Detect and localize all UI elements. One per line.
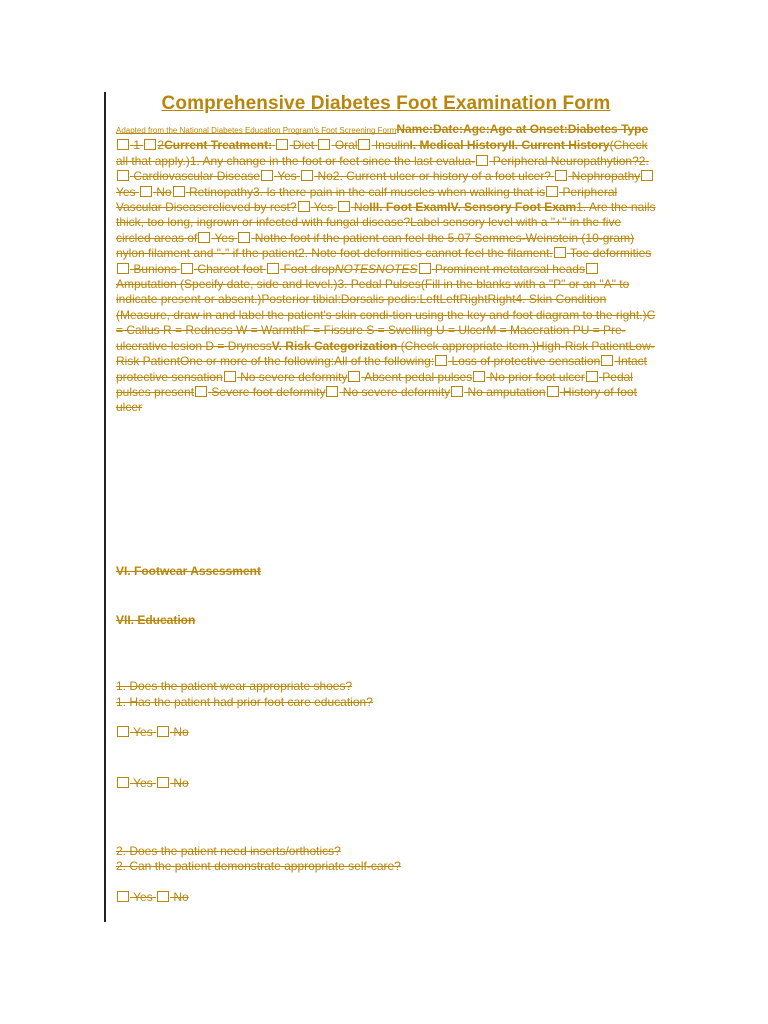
checkbox-pvd[interactable] (546, 186, 558, 197)
nephropathy-label: Nephropathy (571, 169, 641, 184)
page-title: Comprehensive Diabetes Foot Examination Form (161, 93, 611, 114)
checkbox-pedal-present[interactable] (586, 371, 598, 382)
ulcer-question-text: No2. Current ulcer or history of a foot ulcer? (317, 169, 551, 184)
intact-sensation-label: Intact protective sensation (116, 354, 647, 384)
yes-label: Yes (116, 184, 136, 199)
checkbox-absent-pulses[interactable] (348, 371, 360, 382)
checkbox-insulin[interactable] (358, 139, 370, 150)
amputation-text: Amputation (Specify date, side and level.)3. Pedal Pulses(Fill in the blanks with a "P" or an "A" to indicate present or absent.)Posterior tibial:Dorsalis pedis:LeftLeftRightRight4. Skin Condition (Measure, draw in and label the patient's skin condi-tion using the key and foot diagram to the right.)C = Callus R = Redness W = WarmthF = Fissure S = Swelling U = UlcerM = Maceration PU = Pre-ulcerative lesion D = Dryness (116, 277, 656, 353)
foot-exam-heading: III. Foot ExamIV. Sensory Foot Exam (369, 200, 577, 215)
yes-label: Yes (214, 230, 235, 245)
oral-label: Oral (334, 138, 358, 153)
checkbox-history-ulcer[interactable] (547, 386, 559, 397)
checkbox-yes-4[interactable] (198, 232, 210, 243)
yes-label: Yes (133, 725, 153, 739)
charcot-label: Charcot foot (197, 261, 263, 276)
pvd-text: Peripheral Vascular Diseaserelieved by rest? (116, 184, 618, 215)
checkbox-oral[interactable] (318, 139, 330, 150)
absent-pulses-label: Absent pedal pulses (364, 369, 473, 384)
yes-label: Yes (133, 776, 153, 790)
no-label: No (173, 776, 189, 790)
checkbox-no-1[interactable] (301, 170, 313, 181)
treatment-label: Current Treatment: (164, 138, 273, 153)
patient-info-label: Name:Date:Age:Age at Onset:Diabetes Type (396, 122, 649, 136)
history-heading: I. Medical HistoryII. Current History (409, 138, 610, 153)
metatarsal-label: Prominent metatarsal heads (434, 261, 585, 276)
no-amputation-label: No amputation (467, 384, 546, 399)
answer-row-3 (116, 890, 656, 905)
checkbox-foot-drop[interactable] (267, 263, 279, 274)
checkbox-nephropathy[interactable] (555, 170, 567, 181)
notes-label: NOTESNOTES (334, 261, 418, 276)
pedal-present-label: Pedal pulses present (116, 369, 633, 399)
question-prior-education: 1. Has the patient had prior foot care education? (116, 695, 373, 709)
checkbox-loss-sensation[interactable] (435, 355, 447, 366)
checkbox-no-prior-ulcer[interactable] (473, 371, 485, 382)
checkbox-toe-deformities[interactable] (554, 247, 566, 258)
question-shoes: 1. Does the patient wear appropriate shoes? (116, 679, 353, 693)
checkbox-yes-q2[interactable] (117, 891, 129, 902)
insulin-label: Insulin (374, 138, 410, 153)
checkbox-no-amputation[interactable] (451, 386, 463, 397)
no-label: No (173, 890, 189, 904)
checkbox-severe-deformity[interactable] (195, 386, 207, 397)
type-1-label: 1 (133, 138, 141, 153)
no-prior-ulcer-label: No prior foot ulcer (489, 369, 585, 384)
yes-label: Yes (277, 169, 297, 184)
filament-text: Nothe foot if the patient can feel the 5.07 Semmes-Weinstein (10-gram) nylon filament and "-" if the patient2. Note foot deformities cannot feel the filament. (116, 230, 635, 261)
yes-label: Yes (133, 890, 153, 904)
question-inserts: 2. Does the patient need inserts/orthotics? (116, 844, 341, 858)
education-heading: VII. Education (116, 613, 196, 627)
loss-sensation-label: Loss of protective sensation (451, 354, 601, 369)
checkbox-yes-q1b[interactable] (117, 777, 129, 788)
foot-drop-label: Foot drop (283, 261, 335, 276)
checkbox-no-q1b[interactable] (157, 777, 169, 788)
answer-row-1 (116, 725, 656, 740)
nails-question-text: 1. Are the nails thick, too long, ingrown or infected with fungal disease?Label sensory level with a "+" in the five circled areas of (116, 200, 656, 245)
footwear-heading: VI. Footwear Assessment (116, 564, 261, 578)
type-2-label: 2 (157, 138, 165, 153)
bunions-label: Bunions (133, 261, 177, 276)
check-all-text: (Check all that apply.)1. Any change in the foot or feet since the last evalua- (116, 138, 648, 168)
form-content (116, 92, 656, 416)
checkbox-peripheral-neuropathy[interactable] (476, 155, 488, 166)
checkbox-no-2[interactable] (140, 186, 152, 197)
checkbox-yes-q1a[interactable] (117, 726, 129, 737)
checkbox-no-3[interactable] (338, 201, 350, 212)
checkbox-yes-3[interactable] (298, 201, 310, 212)
no-label: No (173, 725, 189, 739)
checkbox-no-severe-2[interactable] (326, 386, 338, 397)
history-ulcer-label: History of foot ulcer (116, 384, 637, 415)
severe-deformity-label: Severe foot deformity (211, 384, 326, 399)
risk-heading: V. Risk Categorization (271, 338, 398, 353)
checkbox-type-1[interactable] (117, 139, 129, 150)
yes-label: Yes (313, 200, 334, 215)
checkbox-retinopathy[interactable] (173, 186, 185, 197)
question-self-care: 2. Can the patient demonstrate appropriate self-care? (116, 859, 401, 873)
toe-deformities-label: Toe deformities (569, 246, 652, 261)
checkbox-no-severe-1[interactable] (224, 371, 236, 382)
no-label: No (156, 184, 172, 199)
cardiovascular-label: Cardiovascular Disease (133, 169, 261, 184)
form-body-text (116, 122, 656, 416)
no-severe-label: No severe deformity (342, 384, 451, 399)
left-margin-rule (104, 92, 106, 922)
no-severe-label: No severe deformity (240, 369, 348, 384)
checkbox-no-q1a[interactable] (157, 726, 169, 737)
diet-label: Diet (292, 138, 315, 153)
checkbox-bunions[interactable] (117, 263, 129, 274)
checkbox-cardiovascular[interactable] (117, 170, 129, 181)
checkbox-metatarsal[interactable] (419, 263, 431, 274)
adapted-note: Adapted from the National Diabetes Education Program's Foot Screening Form (116, 126, 397, 135)
checkbox-yes-2[interactable] (641, 170, 653, 181)
retinopathy-text: Retinopathy3. Is there pain in the calf muscles when walking that is (188, 184, 546, 199)
answer-row-2 (116, 776, 656, 791)
checkbox-charcot[interactable] (181, 263, 193, 274)
risk-text: (Check appropriate item.)High-Risk PatientLow-Risk PatientOne or more of the following:All of the following: (116, 338, 655, 369)
peripheral-neuropathy-label: Peripheral Neuropathytion?2. (492, 153, 649, 168)
no-label: No (353, 200, 370, 215)
checkbox-yes-1[interactable] (261, 170, 273, 181)
checkbox-type-2[interactable] (144, 139, 156, 150)
checkbox-no-4[interactable] (238, 232, 250, 243)
checkbox-intact-sensation[interactable] (601, 355, 613, 366)
checkbox-diet[interactable] (276, 139, 288, 150)
checkbox-amputation[interactable] (586, 263, 598, 274)
checkbox-no-q2[interactable] (157, 891, 169, 902)
